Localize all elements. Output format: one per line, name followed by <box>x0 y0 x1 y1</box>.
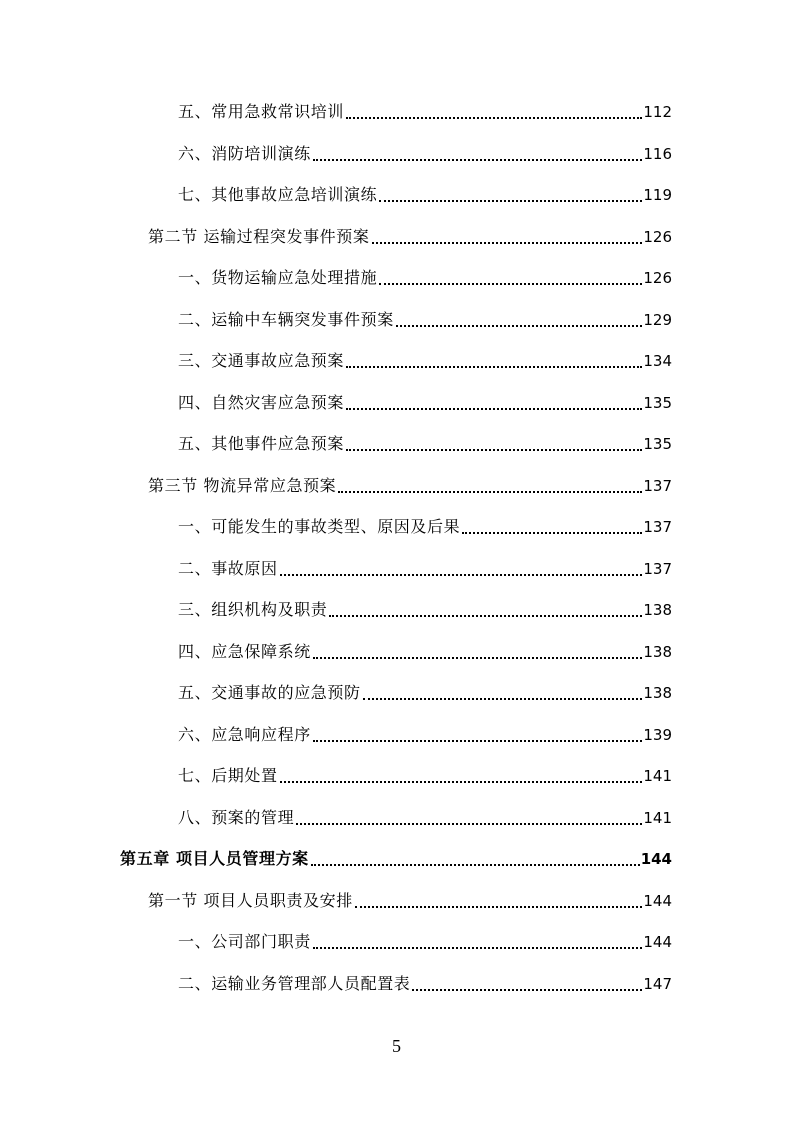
toc-entry-page: 134 <box>643 352 672 370</box>
dot-leader <box>313 145 643 161</box>
dot-leader <box>396 311 643 327</box>
dot-leader <box>379 186 642 202</box>
toc-entry-page: 144 <box>643 933 672 951</box>
toc-entry-page: 137 <box>643 518 672 536</box>
toc-entry-page: 141 <box>643 808 672 827</box>
toc-entry[interactable] <box>178 719 672 745</box>
toc-entry-title: 四、自然灾害应急预案 <box>178 392 345 412</box>
toc-entry-page: 112 <box>643 103 672 121</box>
toc-entry-page: 119 <box>643 186 672 204</box>
toc-entry-title: 第一节 项目人员职责及安排 <box>148 890 353 910</box>
dot-leader <box>379 269 642 285</box>
toc-entry-title: 七、后期处置 <box>178 766 278 785</box>
toc-entry-title: 二、运输业务管理部人员配置表 <box>178 973 411 993</box>
toc-entry[interactable] <box>178 760 672 786</box>
toc-entry[interactable] <box>178 802 672 828</box>
toc-entry-title: 三、组织机构及职责 <box>178 600 328 619</box>
dot-leader <box>346 394 642 410</box>
toc-entry-title: 五、交通事故的应急预防 <box>178 683 361 702</box>
toc-entry-page: 129 <box>643 310 672 329</box>
toc-entry[interactable] <box>148 885 672 911</box>
toc-entry-title: 五、其他事件应急预案 <box>178 434 345 453</box>
toc-entry[interactable] <box>178 511 672 537</box>
toc-entry[interactable] <box>178 968 672 994</box>
toc-entry-title: 二、事故原因 <box>178 558 278 578</box>
toc-entry-page: 137 <box>643 559 672 578</box>
dot-leader <box>313 933 643 949</box>
toc-entry[interactable] <box>178 179 672 205</box>
toc-entry-title: 一、货物运输应急处理措施 <box>178 268 378 287</box>
toc-entry-title: 二、运输中车辆突发事件预案 <box>178 309 394 329</box>
toc-entry-title: 六、消防培训演练 <box>178 143 311 163</box>
page-number: 5 <box>392 1036 401 1056</box>
toc-entry-page: 126 <box>643 269 672 287</box>
toc-entry[interactable] <box>148 221 672 247</box>
toc-entry-page: 144 <box>640 850 672 868</box>
toc-entry-page: 138 <box>643 601 672 619</box>
toc-entry[interactable] <box>178 594 672 620</box>
toc-entry-page: 139 <box>643 725 672 744</box>
toc-entry-title: 六、应急响应程序 <box>178 724 311 744</box>
toc-entry[interactable] <box>178 677 672 703</box>
toc-entry-title: 一、公司部门职责 <box>178 932 311 951</box>
toc-entry[interactable] <box>178 553 672 579</box>
dot-leader <box>329 601 642 617</box>
dot-leader <box>355 892 642 908</box>
toc-entry-page: 138 <box>643 684 672 702</box>
dot-leader <box>462 518 642 534</box>
toc-entry[interactable] <box>148 470 672 496</box>
dot-leader <box>280 767 643 783</box>
toc-entry[interactable] <box>178 636 672 662</box>
toc-entry[interactable] <box>178 96 672 122</box>
dot-leader <box>313 726 643 742</box>
dot-leader <box>296 809 642 825</box>
toc-entry[interactable] <box>178 138 672 164</box>
toc-entry-page: 116 <box>643 144 672 163</box>
dot-leader <box>280 560 643 576</box>
toc-entry-page: 126 <box>643 227 672 246</box>
dot-leader <box>372 228 643 244</box>
toc-entry-page: 138 <box>643 642 672 661</box>
dot-leader <box>346 103 642 119</box>
dot-leader <box>313 643 643 659</box>
dot-leader <box>412 975 642 991</box>
dot-leader <box>363 684 643 700</box>
toc-entry[interactable] <box>178 387 672 413</box>
toc-entry-title: 三、交通事故应急预案 <box>178 351 345 370</box>
toc-entry-title: 第五章 项目人员管理方案 <box>120 849 309 868</box>
dot-leader <box>346 352 642 368</box>
dot-leader <box>338 477 642 493</box>
toc-entry[interactable] <box>178 304 672 330</box>
toc-entry-title: 七、其他事故应急培训演练 <box>178 185 378 204</box>
dot-leader <box>311 850 640 866</box>
dot-leader <box>346 435 642 451</box>
toc-entry[interactable] <box>178 345 672 371</box>
toc-entry-page: 141 <box>643 767 672 785</box>
toc-entry-title: 五、常用急救常识培训 <box>178 102 345 121</box>
toc-entry-page: 137 <box>643 476 672 495</box>
toc-entry-page: 147 <box>643 974 672 993</box>
toc-entry-page: 135 <box>643 435 672 453</box>
toc-entry[interactable] <box>178 428 672 454</box>
toc-entry-page: 135 <box>643 393 672 412</box>
toc-entry-title: 四、应急保障系统 <box>178 641 311 661</box>
toc-entry-page: 144 <box>643 891 672 910</box>
toc-entry[interactable] <box>178 926 672 952</box>
toc-entry[interactable] <box>120 843 672 869</box>
toc-entry[interactable] <box>178 262 672 288</box>
toc-entry-title: 第三节 物流异常应急预案 <box>148 475 337 495</box>
toc-entry-title: 八、预案的管理 <box>178 807 295 827</box>
toc-entry-title: 第二节 运输过程突发事件预案 <box>148 226 370 246</box>
toc-entry-title: 一、可能发生的事故类型、原因及后果 <box>178 517 461 536</box>
